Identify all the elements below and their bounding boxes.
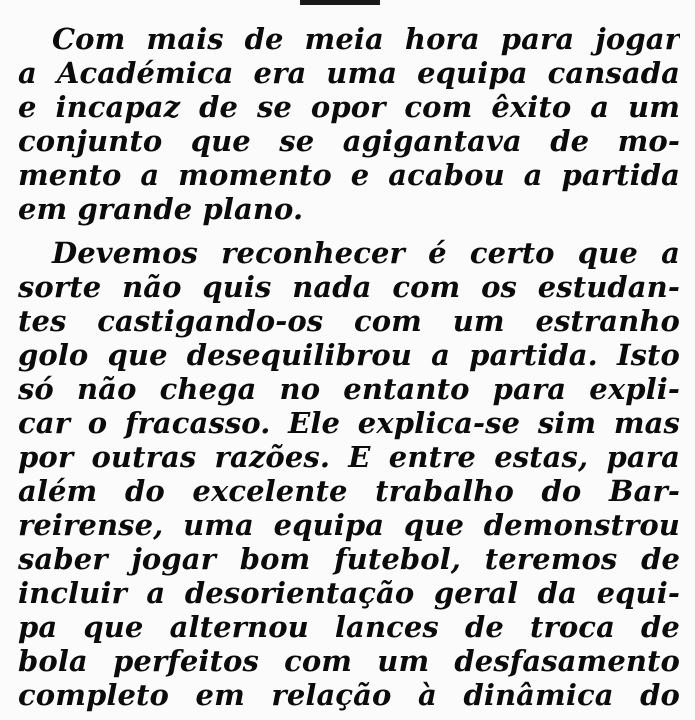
text-line: mento a momento e acabou a partida xyxy=(18,158,680,192)
text-line: conjunto que se agigantava de mo- xyxy=(18,124,680,158)
text-line: pa que alternou lances de troca de xyxy=(18,610,680,644)
text-line: Com mais dе meia hora para jogar xyxy=(52,22,680,56)
text-line: em grande plano. xyxy=(18,192,304,226)
text-line: saber jogar bom futebol, teremos de xyxy=(18,542,680,576)
text-line: a Académica era uma equipa cansada xyxy=(18,56,680,90)
text-line: reirense, uma equipa que demonstrou xyxy=(18,508,680,542)
top-rule-divider xyxy=(300,0,380,5)
text-line: e incapaz de se opor com êxito a um xyxy=(18,90,680,124)
text-line: completo em relação à dinâmica do xyxy=(18,678,680,712)
text-line: bola perfeitos com um desfasamento xyxy=(18,644,680,678)
text-line: sorte não quis nada com os estudan- xyxy=(18,270,680,304)
text-line: tes castigando-os com um estranho xyxy=(18,304,680,338)
text-line: por outras razões. E entre estas, para xyxy=(18,440,680,474)
text-line: incluir a desorientação geral da equi- xyxy=(18,576,680,610)
text-line: Devemos reconhecer é certo que a xyxy=(52,236,680,270)
article-paragraph-1 xyxy=(18,22,680,226)
text-line: car o fracasso. Ele explica-se sim mas xyxy=(18,406,680,440)
text-line: além do excelente trabalho do Bar- xyxy=(18,474,680,508)
article-paragraph-2 xyxy=(18,236,680,712)
article-column xyxy=(18,22,680,712)
text-line: só não chega no entanto para expli- xyxy=(18,372,680,406)
text-line: golo que desequilibrou a partida. Isto xyxy=(18,338,680,372)
